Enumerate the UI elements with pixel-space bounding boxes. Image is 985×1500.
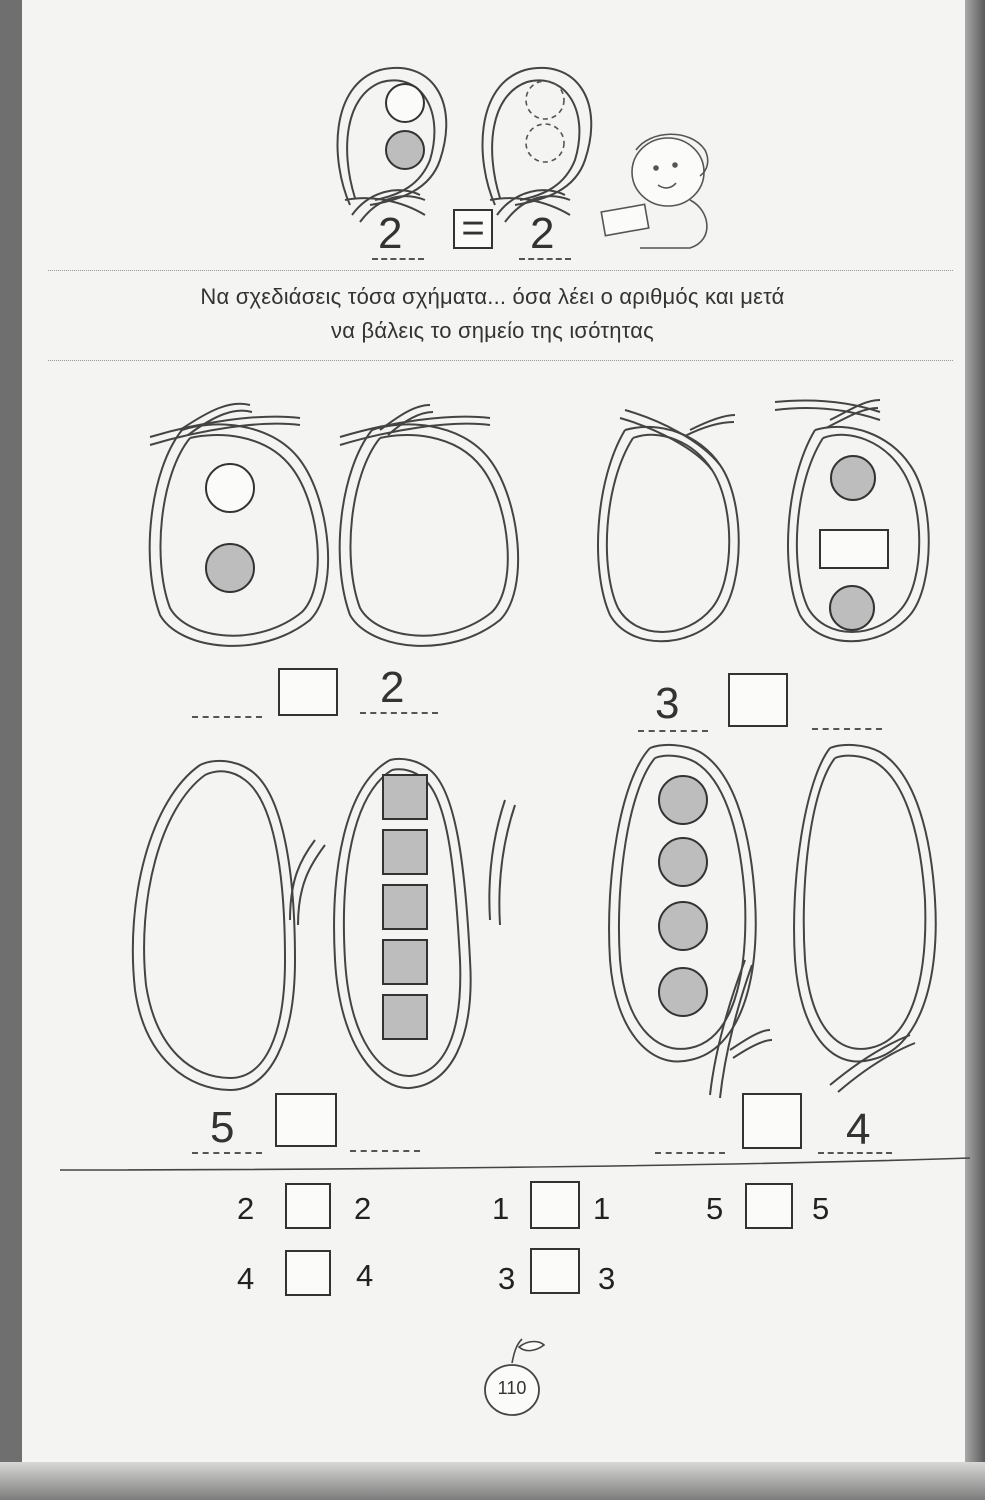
cmp5-right: 3 bbox=[598, 1261, 616, 1296]
cmp4-right: 4 bbox=[356, 1258, 374, 1293]
shape-square bbox=[383, 775, 427, 819]
ex4-right-number: 4 bbox=[846, 1105, 871, 1154]
ex2-sign-box[interactable] bbox=[728, 673, 788, 727]
ex4-sign-box[interactable] bbox=[742, 1093, 802, 1149]
cmp4-left: 4 bbox=[237, 1261, 255, 1296]
ex2-left-number: 3 bbox=[655, 679, 680, 728]
equals-sign: = bbox=[461, 206, 485, 250]
shape-rectangle bbox=[820, 530, 888, 568]
cmp1-left: 2 bbox=[237, 1191, 255, 1226]
cmp3-right: 5 bbox=[812, 1191, 830, 1226]
ex3-left-number: 5 bbox=[210, 1103, 235, 1152]
page-bottom-edge bbox=[0, 1462, 985, 1500]
shape-square bbox=[383, 995, 427, 1039]
cmp1-sign-box[interactable] bbox=[285, 1183, 331, 1229]
shape-circle bbox=[659, 776, 707, 824]
shape-square bbox=[383, 940, 427, 984]
cmp2-sign-box[interactable] bbox=[530, 1181, 580, 1229]
ex3-right-blank[interactable] bbox=[350, 1150, 420, 1152]
ex4-left-blank[interactable] bbox=[655, 1152, 725, 1154]
ex2-left-underline bbox=[638, 730, 708, 732]
cmp4-sign-box[interactable] bbox=[285, 1250, 331, 1296]
ex2-right-blank[interactable] bbox=[812, 728, 882, 730]
shape-circle bbox=[206, 544, 254, 592]
page-number: 110 bbox=[497, 1378, 527, 1398]
ex1-right-number: 2 bbox=[380, 663, 405, 712]
ex1-sign-box[interactable] bbox=[278, 668, 338, 716]
ex1-right-underline bbox=[360, 712, 438, 714]
shape-circle bbox=[831, 456, 875, 500]
ex1-left-blank[interactable] bbox=[192, 716, 262, 718]
shape-circle bbox=[830, 586, 874, 630]
instruction-line-1: Να σχεδιάσεις τόσα σχήματα... όσα λέει ο αριθμός και μετά bbox=[200, 284, 785, 309]
cmp1-right: 2 bbox=[354, 1191, 372, 1226]
shape-circle bbox=[206, 464, 254, 512]
ex4-right-underline bbox=[818, 1152, 892, 1154]
section-divider bbox=[0, 1155, 985, 1185]
ex3-left-underline bbox=[192, 1152, 262, 1154]
ex3-sign-box[interactable] bbox=[275, 1093, 337, 1147]
cmp3-left: 5 bbox=[706, 1191, 724, 1226]
cmp2-left: 1 bbox=[492, 1191, 510, 1226]
cmp5-sign-box[interactable] bbox=[530, 1248, 580, 1294]
shape-square bbox=[383, 885, 427, 929]
instruction-line-2: να βάλεις το σημείο της ισότητας bbox=[331, 318, 654, 343]
shape-square bbox=[383, 830, 427, 874]
shape-circle bbox=[659, 838, 707, 886]
cmp2-right: 1 bbox=[593, 1191, 611, 1226]
cmp5-left: 3 bbox=[498, 1261, 516, 1296]
shape-circle bbox=[659, 902, 707, 950]
cmp3-sign-box[interactable] bbox=[745, 1183, 793, 1229]
shape-circle bbox=[659, 968, 707, 1016]
example-left-number: 2 bbox=[378, 209, 403, 258]
example-right-number: 2 bbox=[530, 209, 555, 258]
